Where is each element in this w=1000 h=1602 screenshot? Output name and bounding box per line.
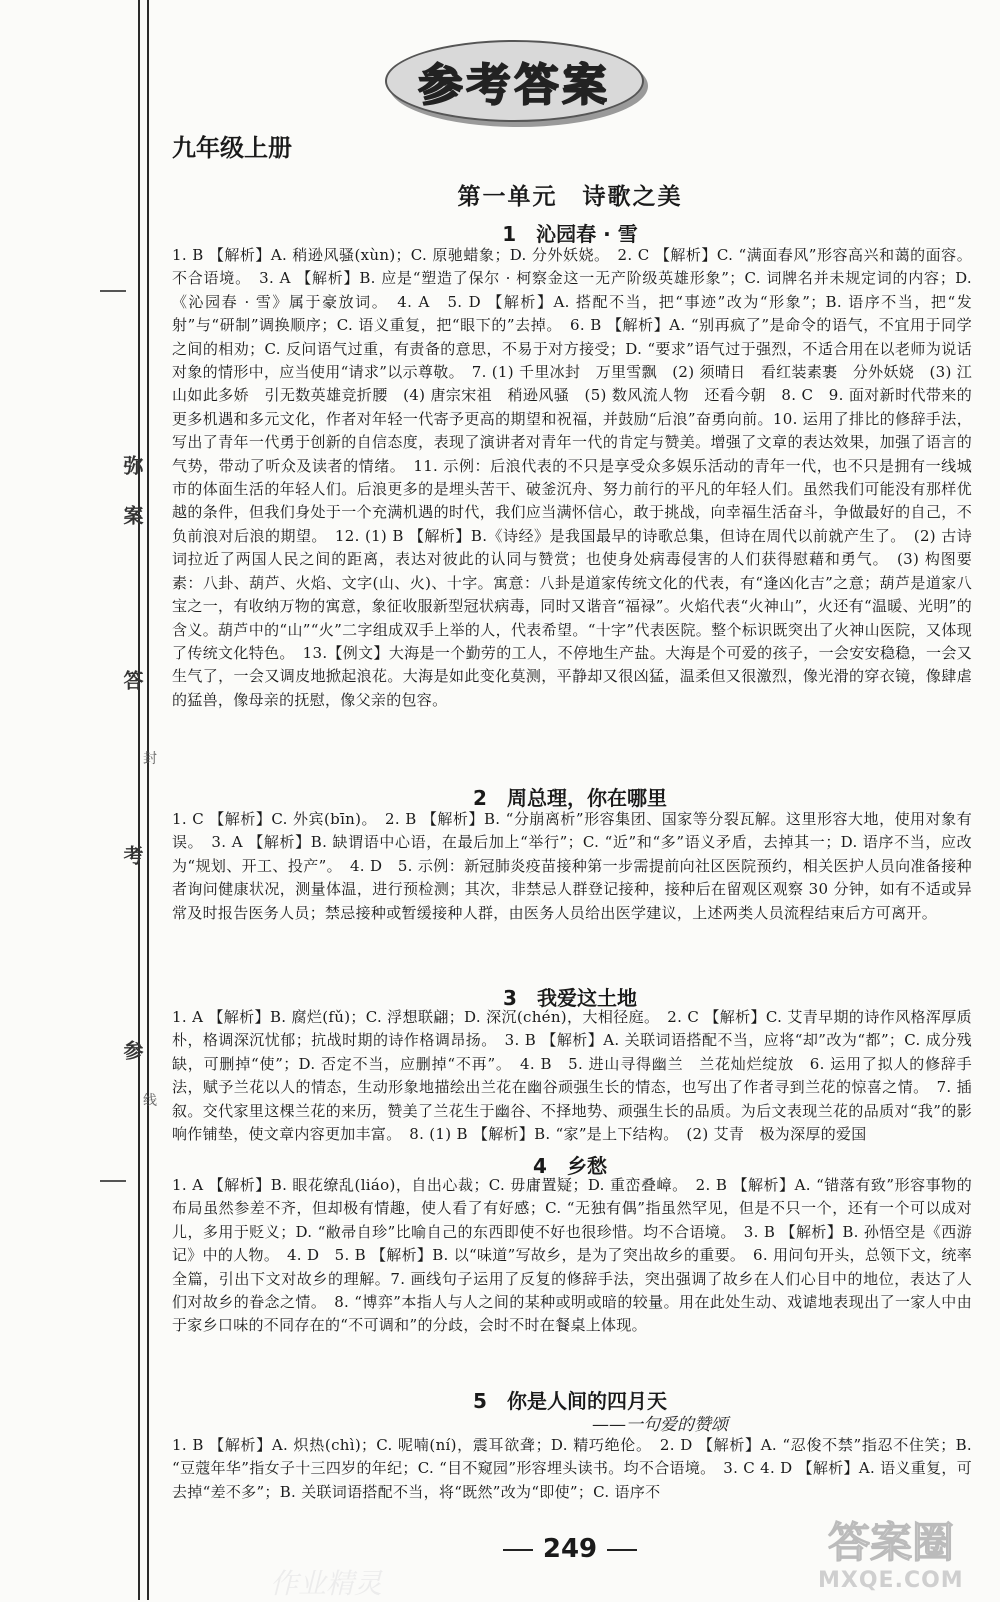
page-number-text: 249 [542,1534,598,1564]
binding-char: 参 [120,1040,144,1060]
grade-heading: 九年级上册 [172,134,292,162]
lesson-answers: 1. C 【解析】C. 外宾(bīn)。 2. B 【解析】B. “分崩离析”形容集团、国家等分裂瓦解。这里形容大地，使用对象有误。 3. A 【解析】B. 缺谓语中心语，在最后加上“举行”；C. “近”和“多”语义矛盾，去掉其一；D. 语序不当，应改为“规划、开工、投产”。 4. D 5. 示例：新冠肺炎疫苗接种第一步需提前向社区医院预约，相关医护人员向准备接种者询问健康状况，测量体温，进行预检测；其次，非禁忌人群登记接种，接种后在留观区观察 30 分钟，如有不适或异常及时报告医务人员；禁忌接种或暂缓接种人群，由医务人员给出医学建议，上述两类人员流程结束后方可离开。 [172,810,972,922]
banner-text: 参考答案 [418,60,611,111]
binding-char: 答 [120,670,144,690]
binding-line [147,0,149,1600]
lesson-answers: 1. A 【解析】B. 腐烂(fǔ)；C. 浮想联翩；D. 深沉(chén)，大相径庭。 2. C 【解析】C. 艾青早期的诗作风格浑厚质朴，格调深沉忧郁；抗战时期的诗作格调昂扬。 3. B 【解析】A. 关联词语搭配不当，应将“却”改为“都”；C. 成分残缺，可删掉“使”；D. 否定不当，应删掉“不再”。 4. B 5. 进山寻得幽兰 兰花灿烂绽放 6. 运用了拟人的修辞手法，赋予兰花以人的情态，生动形象地描绘出兰花在幽谷顽强生长的情态，也写出了作者寻到兰花的惊喜之情。 7. 插叙。交代家里这棵兰花的来历，赞美了兰花生于幽谷、不择地势、顽强生长的品质。为后文表现兰花的品质对“我”的影响作铺垫，使文章内容更加丰富。 8. (1) B 【解析】B. “家”是上下结构。 (2) 艾青 极为深厚的爱国 [172,1008,972,1144]
binding-char: 案 [120,505,144,525]
lesson-title: 5 你是人间的四月天 [473,1389,667,1413]
lesson-title: 4 乡愁 [533,1154,607,1178]
page-number-rule [607,1549,637,1551]
lesson-answers: 1. B 【解析】A. 稍逊风骚(xùn)；C. 原驰蜡象；D. 分外妖娆。 2. C 【解析】C. “满面春风”形容高兴和蔼的面容。不合语境。 3. A 【解析】B. 应是“塑造了保尔 · 柯察金这一无产阶级英雄形象”；C. 词牌名并未规定词的内容；D.《沁园春 · 雪》属于豪放词。 4. A 5. D 【解析】A. 搭配不当，把“事迹”改为“形象”；B. 语序不当，把“发射”与“研制”调换顺序；C. 语义重复，把“眼下的”去掉。 6. B 【解析】A. “别再疯了”是命令的语气，不宜用于同学之间的相劝；C. 反问语气过重，有责备的意思，不易于对方接受；D. “要求”语气过于强烈，不适合用在以老师为说话对象的情形中，应当使用“请求”以示尊敬。 7. (1) 千里冰封 万里雪飘 (2) 须晴日 看红装素裹 分外妖娆 (3) 江山如此多娇 引无数英雄竞折腰 (4) 唐宗宋祖 稍逊风骚 (5) 数风流人物 还看今朝 8. C 9. 面对新时代带来的更多机遇和多元文化，作者对年轻一代寄予更高的期望和祝福，并鼓励“后浪”奋勇向前。10. 运用了排比的修辞手法，写出了青年一代勇于创新的自信态度，表现了演讲者对青年一代的肯定与赞美。增强了文章的表达效果，加强了语言的气势，带动了听众及读者的情绪。 11. 示例：后浪代表的不只是享受众多娱乐活动的青年一代，也不只是拥有一线城市的体面生活的年轻人们。后浪更多的是埋头苦干、破釜沉舟、努力前行的平凡的年轻人们。虽然我们可能没有那样优越的条件，但我们身处于一个充满机遇的时代，我们应当满怀信心，敢于挑战，向幸福生活奋斗，争做最好的自己，不负前浪对后浪的期望。 12. (1) B 【解析】B.《诗经》是我国最早的诗歌总集，但诗在周代以前就产生了。 (2) 古诗词拉近了两国人民之间的距离，表达对彼此的认同与赞赏；也使身处病毒侵害的人们获得慰藉和勇气。 (3) 构图要素：八卦、葫芦、火焰、文字(山、火)、十字。寓意：八卦是道家传统文化的代表，有“逢凶化吉”之意；葫芦是道家八宝之一，有收纳万物的寓意，象征收服新型冠状病毒，同时又谐音“福禄”。火焰代表“火神山”，火还有“温暖、光明”的含义。葫芦中的“山”“火”二字组成双手上举的人，代表希望。“十字”代表医院。整个标识既突出了火神山医院，又体现了传统文化特色。 13.【例文】大海是一个勤劳的工人，不停地生产盐。大海是个可爱的孩子，一会安安稳稳，一会又生气了，一会又调皮地掀起浪花。大海是如此变化莫测，平静却又很凶猛，温柔但又很激烈，像光滑的穿衣镜，像肆虐的猛兽，像母亲的抚慰，像父亲的包容。 [172,246,972,709]
answer-banner [385,40,644,122]
watermark-url: MXQE.COM [818,1568,964,1593]
binding-dash [100,290,126,292]
watermark-stamp: 作业精灵 [270,1567,383,1600]
lesson-title: 1 沁园春 · 雪 [502,222,638,246]
lesson-answers: 1. A 【解析】B. 眼花缭乱(liáo)，自出心裁；C. 毋庸置疑；D. 重峦叠嶂。 2. B 【解析】A. “错落有致”形容事物的布局虽然参差不齐，但却极有情趣，使人看了有好感；C. “无独有偶”指虽然罕见，但是不只一个，还有一个可以成对儿，多用于贬义；D. “敝帚自珍”比喻自己的东西即使不好也很珍惜。均不合语境。 3. B 【解析】B. 孙悟空是《西游记》中的人物。 4. D 5. B 【解析】B. 以“味道”写故乡，是为了突出故乡的重要。 6. 用问句开头，总领下文，统率全篇，引出下文对故乡的理解。7. 画线句子运用了反复的修辞手法，突出强调了故乡在人们心目中的地位，表达了人们对故乡的眷念之情。 8. “博弈”本指人与人之间的某种或明或暗的较量。用在此处生动、戏谑地表现出了一家人中由于家乡口味的不同存在的“不可调和”的分歧，会时不时在餐桌上体现。 [172,1176,972,1335]
lesson-title: 2 周总理，你在哪里 [473,786,667,810]
binding-char: 弥 [120,455,144,475]
binding-dash [100,1180,126,1182]
lesson-title: 3 我爱这土地 [503,986,637,1010]
binding-line [138,0,140,1600]
lesson-subtitle: ——一句爱的赞颂 [592,1415,728,1435]
watermark-logo: 答案圈 [828,1518,955,1567]
unit-title: 第一单元 诗歌之美 [457,184,683,210]
page-number-rule [503,1549,533,1551]
lesson-answers: 1. B 【解析】A. 炽热(chì)；C. 呢喃(ní)，震耳欲聋；D. 精巧绝伦。 2. D 【解析】A. “忍俊不禁”指忍不住笑；B. “豆蔻年华”指女子十三四岁的年纪；C. “目不窥园”形容埋头读书。均不合语境。 3. C 4. D 【解析】A. 语义重复，可去掉“差不多”；B. 关联词语搭配不当，将“既然”改为“即使”；C. 语序不 [172,1436,972,1501]
binding-char: 考 [120,845,144,865]
binding-small-char: 线 [143,1093,157,1109]
binding-small-char: 封 [143,751,157,767]
